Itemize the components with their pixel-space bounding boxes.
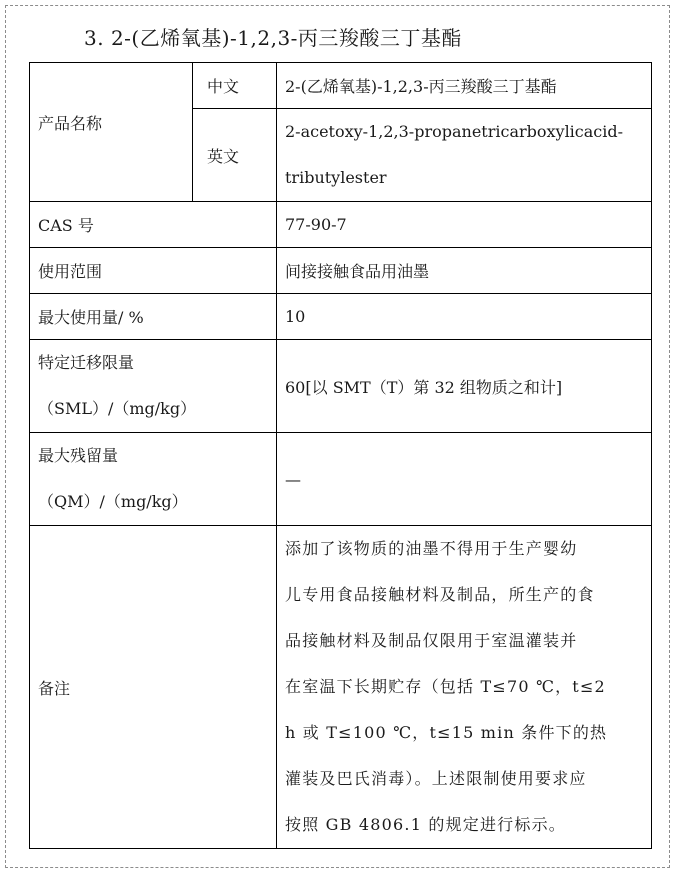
- note-label: 备注: [38, 678, 71, 698]
- sml-value: 60[以 SMT（T）第 32 组物质之和计]: [285, 377, 563, 397]
- qm-label-cell: [30, 433, 277, 526]
- qm-value: —: [285, 469, 301, 489]
- qm-value-cell: [277, 433, 652, 526]
- note-label-cell: [30, 526, 277, 849]
- usage-value: 间接接触食品用油墨: [285, 262, 430, 281]
- table-row: [30, 294, 652, 340]
- note-line: 按照 GB 4806.1 的规定进行标示。: [285, 815, 566, 834]
- max-use-label: 最大使用量/ %: [38, 308, 144, 327]
- product-name-label-cell: [30, 63, 193, 202]
- sml-label-line-1: 特定迁移限量: [38, 353, 135, 372]
- note-text: [285, 526, 643, 848]
- table-row: [30, 433, 652, 526]
- english-name-line-2: tributylester: [285, 168, 387, 187]
- max-use-label-cell: [30, 294, 277, 340]
- usage-value-cell: [277, 248, 652, 294]
- section-heading: 3. 2-(乙烯氧基)-1,2,3-丙三羧酸三丁基酯: [84, 26, 462, 50]
- table-row: [30, 526, 652, 849]
- english-label: 英文: [207, 146, 240, 166]
- chinese-name-cell: [277, 63, 652, 109]
- substance-spec-table: [29, 62, 652, 849]
- cas-label-cell: [30, 202, 277, 248]
- max-use-value-cell: [277, 294, 652, 340]
- qm-label-line-2: （QM）/（mg/kg）: [38, 492, 188, 511]
- note-line: 添加了该物质的油墨不得用于生产婴幼: [285, 539, 578, 558]
- usage-label: 使用范围: [38, 262, 103, 281]
- table-row: [30, 340, 652, 433]
- note-value-cell: [277, 526, 652, 849]
- sml-value-cell: [277, 340, 652, 433]
- max-use-value: 10: [285, 307, 306, 326]
- cas-label: CAS 号: [38, 216, 94, 235]
- note-line: 品接触材料及制品仅限用于室温灌装并: [285, 631, 578, 650]
- chinese-name-value: 2-(乙烯氧基)-1,2,3-丙三羧酸三丁基酯: [285, 77, 557, 96]
- usage-label-cell: [30, 248, 277, 294]
- english-name-line-1: 2-acetoxy-1,2,3-propanetricarboxylicacid-: [285, 122, 624, 141]
- note-line: 灌装及巴氏消毒）。上述限制使用要求应: [285, 769, 587, 788]
- english-name-cell: [277, 109, 652, 202]
- note-line: 儿专用食品接触材料及制品，所生产的食: [285, 585, 595, 604]
- note-line: h 或 T≤100 ℃，t≤15 min 条件下的热: [285, 723, 608, 742]
- table-row: [30, 63, 652, 109]
- chinese-label: 中文: [207, 77, 240, 96]
- sml-label-line-2: （SML）/（mg/kg）: [38, 399, 197, 418]
- sml-label-cell: [30, 340, 277, 433]
- product-name-label: 产品名称: [38, 113, 103, 133]
- chinese-label-cell: [193, 63, 277, 109]
- english-label-cell: [193, 109, 277, 202]
- note-line: 在室温下长期贮存（包括 T≤70 ℃，t≤2: [285, 677, 606, 696]
- cas-value: 77-90-7: [285, 215, 347, 234]
- table-row: [30, 248, 652, 294]
- table-row: [30, 202, 652, 248]
- cas-value-cell: [277, 202, 652, 248]
- qm-label-line-1: 最大残留量: [38, 446, 119, 465]
